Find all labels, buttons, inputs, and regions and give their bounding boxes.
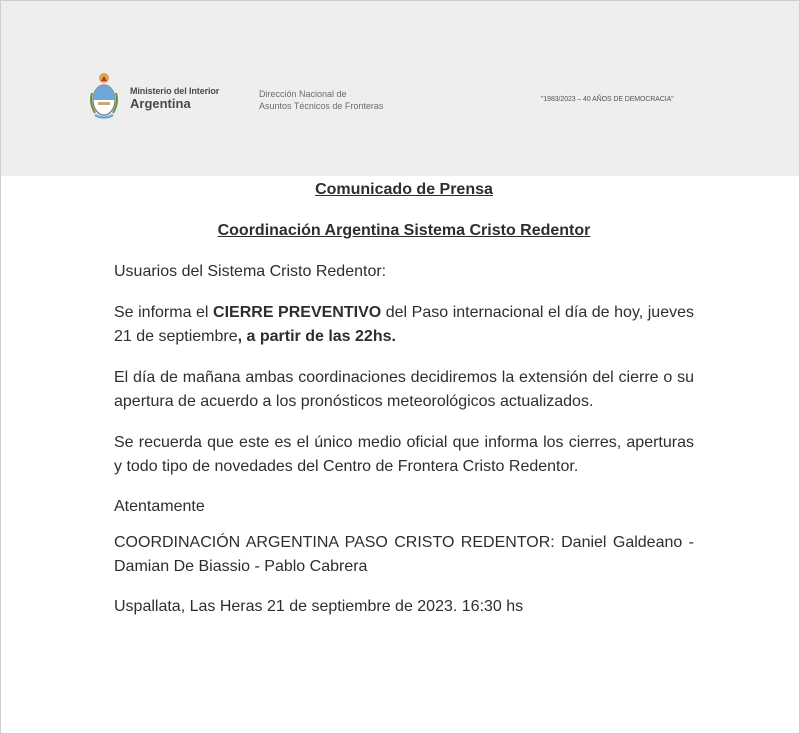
date-place: Uspallata, Las Heras 21 de septiembre de 2023. 16:30 hs <box>114 598 524 615</box>
signatories: COORDINACIÓN ARGENTINA PASO CRISTO REDENTOR: Daniel Galdeano - Damian De Biassio - Pablo Cabrera <box>114 534 694 575</box>
paragraph-closure-notice <box>114 301 694 349</box>
p1-text-c: del Paso internacional el día de hoy, jueves 21 de septiembre <box>114 304 695 345</box>
greeting: Usuarios del Sistema Cristo Redentor: <box>114 263 387 280</box>
paragraph-tomorrow: El día de mañana ambas coordinaciones decidiremos la extensión del cierre o su apertura de acuerdo a los pronósticos meteorológicos actualizados. <box>114 369 694 410</box>
p1-time-emphasis: , a partir de las 22hs. <box>237 328 396 345</box>
letterhead <box>1 1 799 176</box>
document-body <box>114 178 694 619</box>
direccion-line1: Dirección Nacional de <box>259 89 347 99</box>
direccion-line2: Asuntos Técnicos de Fronteras <box>259 100 384 111</box>
ministry-line1: Ministerio del Interior <box>130 86 220 96</box>
paragraph-official-channel: Se recuerda que este es el único medio oficial que informa los cierres, aperturas y todo tipo de novedades del Centro de Frontera Cristo Redentor. <box>114 434 694 475</box>
direccion-name <box>259 89 383 112</box>
page-subtitle: Coordinación Argentina Sistema Cristo Redentor <box>217 222 591 239</box>
closing: Atentamente <box>114 498 205 515</box>
p1-text-a: Se informa el <box>114 304 214 321</box>
p1-closure-emphasis: CIERRE PREVENTIVO <box>213 304 382 321</box>
page-title: Comunicado de Prensa <box>315 181 493 198</box>
ministry-name <box>130 87 219 111</box>
coat-of-arms-icon <box>89 71 119 121</box>
democracy-tagline: "1983/2023 – 40 AÑOS DE DEMOCRACIA" <box>541 96 674 103</box>
ministry-line2: Argentina <box>130 95 191 111</box>
